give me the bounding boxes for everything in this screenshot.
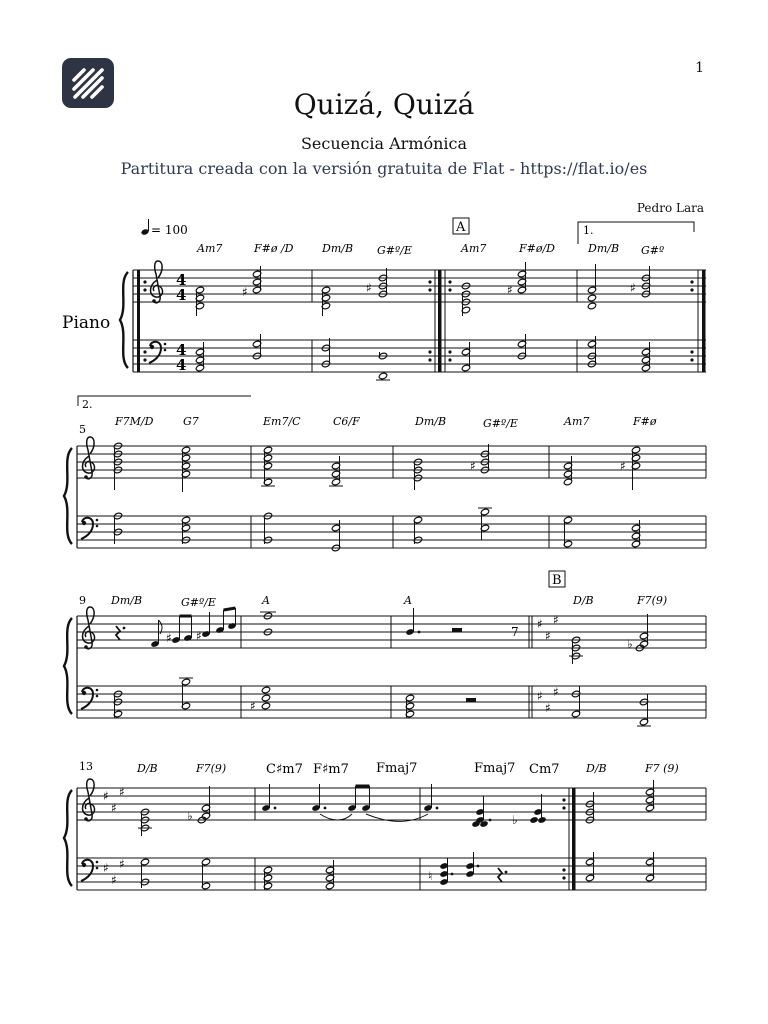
svg-text:7: 7 <box>511 625 519 639</box>
piano-brace-icon <box>64 618 72 714</box>
chord-symbol: G7 <box>183 415 199 428</box>
chord-symbol: F7M/D <box>115 415 154 428</box>
sharp-icon: ♯ <box>537 689 543 703</box>
sharp-icon: ♯ <box>545 701 551 715</box>
chord-symbol: Dm/B <box>588 242 620 255</box>
page-number: 1 <box>695 60 704 76</box>
chord-symbol: Am7 <box>564 415 590 428</box>
svg-text:♯: ♯ <box>620 459 626 473</box>
svg-text:♯: ♯ <box>470 459 476 473</box>
piano-brace-icon <box>64 790 72 886</box>
chord-symbol: D/B <box>137 762 158 775</box>
chord-symbol: A <box>404 594 412 607</box>
svg-text:♭: ♭ <box>187 809 193 823</box>
time-sig-top: 4 <box>176 271 187 289</box>
system-2 <box>64 396 706 552</box>
chord-symbol: Cm7 <box>529 762 560 777</box>
chord-symbol: Am7 <box>461 242 487 255</box>
treble-clef-icon <box>83 779 95 821</box>
sharp-icon: ♯ <box>545 629 551 643</box>
chord-symbol: F#ø /D <box>254 242 294 255</box>
bass-notes <box>113 508 640 552</box>
chord-symbol: G#º/E <box>377 244 412 257</box>
chord-symbol: Dm/B <box>322 242 354 255</box>
chord-symbol: G#º/E <box>181 596 216 609</box>
piano-brace-icon <box>64 448 72 544</box>
sharp-icon: ♯ <box>553 613 559 627</box>
chord-symbol: Fmaj7 <box>376 761 418 776</box>
svg-text:♯: ♯ <box>366 281 372 295</box>
sharp-icon: ♯ <box>111 873 117 887</box>
treble-clef-icon <box>83 607 95 649</box>
bass-clef-icon <box>149 342 166 363</box>
chord-symbol: Fmaj7 <box>474 761 516 776</box>
tempo-marking: = 100 <box>151 223 188 237</box>
time-sig-bottom-bass: 4 <box>176 356 187 374</box>
chord-symbol: F#ø/D <box>519 242 555 255</box>
flat-credit-line: Partitura creada con la versión gratuita de Flat - https://flat.io/es <box>120 159 648 178</box>
svg-text:♮: ♮ <box>428 869 433 883</box>
chord-symbol: D/B <box>573 594 594 607</box>
system-3 <box>64 571 706 726</box>
bass-clef-icon <box>81 688 98 709</box>
chord-symbol: G#º <box>641 244 665 257</box>
sharp-icon: ♯ <box>119 785 125 799</box>
chord-symbol: F7 (9) <box>645 762 679 775</box>
svg-text:♯: ♯ <box>166 631 172 645</box>
score-subtitle: Secuencia Armónica <box>300 134 468 153</box>
sharp-icon: ♯ <box>103 861 109 875</box>
svg-text:♯: ♯ <box>250 699 256 713</box>
chord-symbol: Dm/B <box>111 594 143 607</box>
sharp-icon: ♯ <box>119 857 125 871</box>
chord-symbol: Am7 <box>197 242 223 255</box>
svg-text:♭: ♭ <box>627 637 633 651</box>
rehearsal-mark-a: A <box>456 220 466 235</box>
piano-brace-icon <box>120 272 128 368</box>
sharp-icon: ♯ <box>537 617 543 631</box>
ending-1-label: 1. <box>583 224 594 237</box>
treble-notes <box>113 442 640 492</box>
chord-symbol: G#º/E <box>483 417 518 430</box>
bass-clef-icon <box>81 860 98 881</box>
chord-symbol: Em7/C <box>263 415 301 428</box>
svg-text:♯: ♯ <box>242 285 248 299</box>
score-title: Quizá, Quizá <box>293 88 475 121</box>
bass-clef-icon <box>81 518 98 539</box>
chord-symbol: A <box>262 594 270 607</box>
time-sig-top-bass: 4 <box>176 341 187 359</box>
instrument-label: Piano <box>62 313 111 333</box>
chord-symbol: F7(9) <box>196 762 227 775</box>
system-1 <box>62 218 706 380</box>
time-sig-bottom: 4 <box>176 286 187 304</box>
chord-symbol: C6/F <box>333 415 360 428</box>
ending-2-label: 2. <box>82 398 93 411</box>
measure-number: 5 <box>79 423 86 436</box>
svg-text:♭: ♭ <box>512 813 518 827</box>
treble-clef-icon <box>151 261 163 303</box>
system-4 <box>64 760 706 890</box>
svg-text:♯: ♯ <box>507 283 513 297</box>
rehearsal-mark-b: B <box>552 573 562 588</box>
sharp-icon: ♯ <box>103 789 109 803</box>
svg-text:♯: ♯ <box>196 629 202 643</box>
chord-symbol: D/B <box>586 762 607 775</box>
measure-number: 9 <box>79 594 86 607</box>
chord-symbol: F7(9) <box>637 594 668 607</box>
measure-number: 13 <box>79 760 93 773</box>
treble-clef-icon <box>83 437 95 479</box>
chord-symbol: Dm/B <box>415 415 447 428</box>
bass-notes <box>195 334 650 380</box>
chord-symbol: F#ø <box>633 415 657 428</box>
svg-text:♯: ♯ <box>630 281 636 295</box>
sharp-icon: ♯ <box>553 685 559 699</box>
chord-symbol: F♯m7 <box>313 762 349 777</box>
sharp-icon: ♯ <box>111 801 117 815</box>
composer-name: Pedro Lara <box>636 201 704 215</box>
chord-symbol: C♯m7 <box>266 762 303 777</box>
